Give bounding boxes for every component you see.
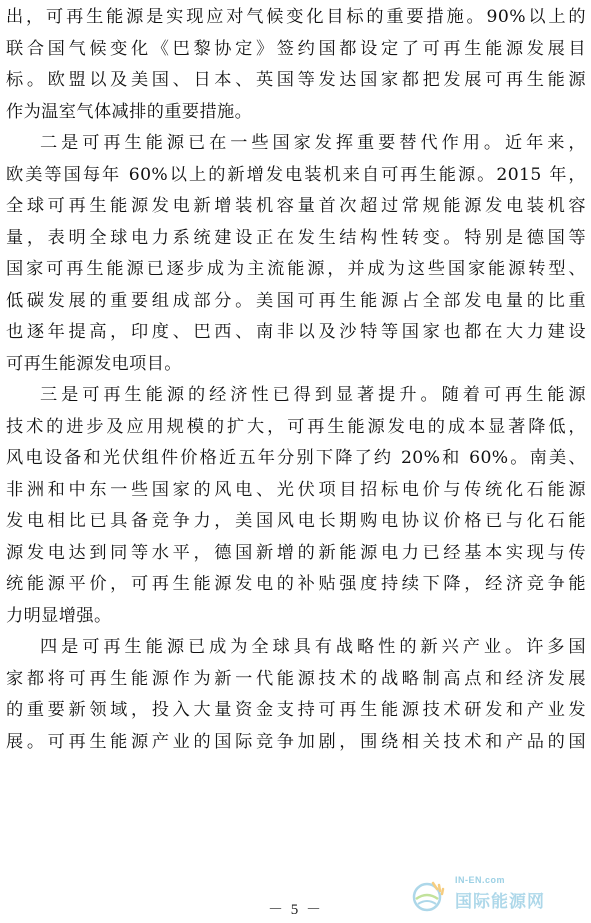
text-line: 二是可再生能源已在一些国家发挥重要替代作用。近年来， bbox=[40, 133, 586, 153]
text-line: 低碳发展的重要组成部分。美国可再生能源占全部发电量的比重 bbox=[6, 290, 586, 311]
text-line: 风电设备和光伏组件价格近五年分别下降了约 20%和 60%。南美、 bbox=[6, 448, 586, 468]
globe-logo-icon bbox=[407, 877, 451, 913]
text-line: 可再生能源发电项目。 bbox=[6, 353, 182, 374]
text-line: 国家可再生能源已逐步成为主流能源，并成为这些国家能源转型、 bbox=[6, 259, 586, 279]
text-line: 力明显增强。 bbox=[6, 605, 112, 626]
text-line: 联合国气候变化《巴黎协定》签约国都设定了可再生能源发展目 bbox=[6, 38, 586, 59]
text-line: 欧美等国每年 60%以上的新增发电装机来自可再生能源。2015 年， bbox=[6, 164, 586, 185]
text-line: 四是可再生能源已成为全球具有战略性的新兴产业。许多国 bbox=[40, 637, 586, 657]
text-line: 出，可再生能源是实现应对气候变化目标的重要措施。90%以上的 bbox=[6, 7, 586, 27]
watermark-url: IN-EN.com bbox=[455, 875, 506, 885]
text-line: 展。可再生能源产业的国际竞争加剧，围绕相关技术和产品的国 bbox=[6, 731, 586, 752]
text-line: 非洲和中东一些国家的风电、光伏项目招标电价与传统化石能源 bbox=[6, 479, 586, 500]
text-line: 量，表明全球电力系统建设正在发生结构性转变。特别是德国等 bbox=[6, 227, 586, 248]
text-line: 发电相比已具备竞争力，美国风电长期购电协议价格已与化石能 bbox=[6, 511, 586, 531]
text-line: 标。欧盟以及美国、日本、英国等发达国家都把发展可再生能源 bbox=[6, 70, 586, 90]
watermark bbox=[407, 875, 585, 915]
body-text bbox=[6, 2, 586, 758]
text-line: 家都将可再生能源作为新一代能源技术的战略制高点和经济发展 bbox=[6, 668, 586, 689]
text-line: 作为温室气体减排的重要措施。 bbox=[6, 101, 253, 122]
page-number: － 5 － bbox=[267, 902, 323, 918]
text-line: 统能源平价，可再生能源发电的补贴强度持续下降，经济竞争能 bbox=[6, 574, 586, 594]
watermark-name: 国际能源网 bbox=[455, 892, 545, 912]
text-line: 源发电达到同等水平，德国新增的新能源电力已经基本实现与传 bbox=[6, 542, 586, 563]
text-line: 三是可再生能源的经济性已得到显著提升。随着可再生能源 bbox=[40, 385, 586, 405]
text-line: 也逐年提高，印度、巴西、南非以及沙特等国家也都在大力建设 bbox=[6, 322, 586, 342]
text-line: 技术的进步及应用规模的扩大，可再生能源发电的成本显著降低， bbox=[6, 416, 586, 437]
text-line: 全球可再生能源发电新增装机容量首次超过常规能源发电装机容 bbox=[6, 196, 586, 216]
text-line: 的重要新领域，投入大量资金支持可再生能源技术研发和产业发 bbox=[6, 700, 586, 720]
